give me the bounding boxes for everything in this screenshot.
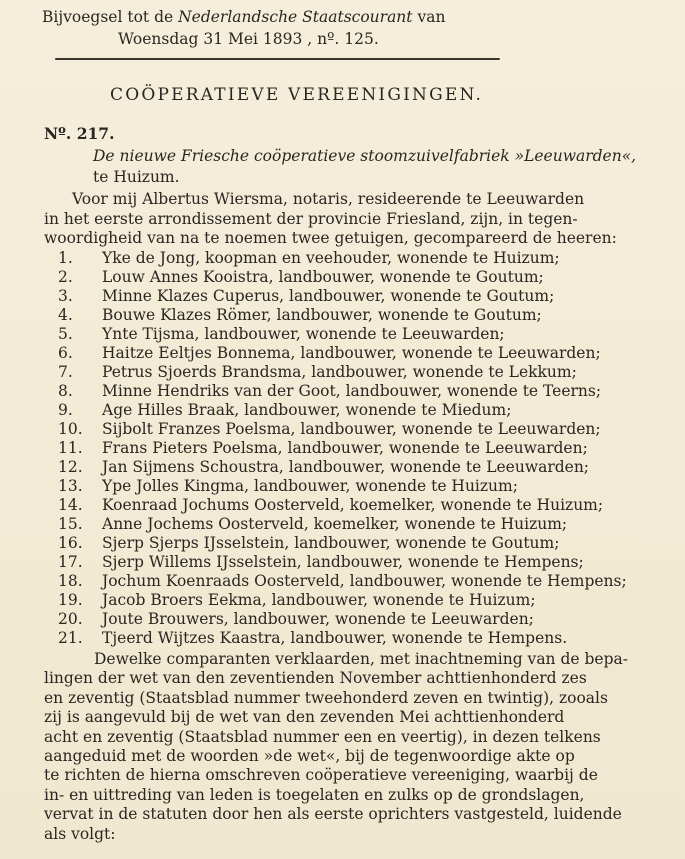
comparant-text: Ype Jolles Kingma, landbouwer, wonende te Huizum; [102, 477, 518, 495]
comparant-text: Age Hilles Braak, landbouwer, wonende te Miedum; [102, 401, 512, 419]
comparant-number: 4. [58, 306, 73, 324]
comparant-number: 16. [58, 534, 83, 552]
comparant-row [58, 401, 511, 420]
closing-line: lingen der wet van den zeventienden November achttienhonderd zes [44, 669, 587, 688]
comparant-row [58, 287, 554, 306]
comparant-number: 20. [58, 610, 83, 628]
comparant-row [58, 610, 534, 629]
comparant-text: Koenraad Jochums Oosterveld, koemelker, wonende te Huizum; [102, 496, 604, 514]
comparant-row [58, 515, 567, 534]
comparant-number: 18. [58, 572, 83, 590]
comparant-text: Minne Klazes Cuperus, landbouwer, wonende te Goutum; [102, 287, 555, 305]
intro-line: in het eerste arrondissement der provincie Friesland, zijn, in tegen- [44, 210, 578, 228]
comparant-number: 6. [58, 344, 73, 362]
comparant-number: 9. [58, 401, 73, 419]
comparant-row [58, 572, 627, 591]
comparant-number: 17. [58, 553, 83, 571]
header-date: Woensdag 31 Mei 1893 , nº. 125. [118, 30, 379, 48]
comparant-row [58, 591, 536, 610]
comparant-text: Jan Sijmens Schoustra, landbouwer, wonende te Leeuwarden; [102, 458, 590, 476]
comparant-row [58, 268, 544, 287]
comparant-number: 15. [58, 515, 83, 533]
closing-line: te richten de hierna omschreven coöperatieve vereeniging, waarbij de [44, 766, 598, 785]
comparant-number: 14. [58, 496, 83, 514]
closing-line: en zeventig (Staatsblad nummer tweehonderd zeven en twintig), zooals [44, 688, 608, 707]
comparant-text: Sijbolt Franzes Poelsma, landbouwer, wonende te Leeuwarden; [102, 420, 601, 438]
comparant-number: 3. [58, 287, 73, 305]
company-name: De nieuwe Friesche coöperatieve stoomzuivelfabriek »Leeuwarden«, [93, 147, 637, 165]
comparant-number: 1. [58, 249, 73, 267]
comparant-text: Bouwe Klazes Römer, landbouwer, wonende te Goutum; [102, 306, 542, 324]
comparant-text: Tjeerd Wijtzes Kaastra, landbouwer, wonende te Hempens. [102, 629, 568, 647]
comparant-text: Haitze Eeltjes Bonnema, landbouwer, wonende te Leeuwarden; [102, 344, 601, 362]
comparant-number: 5. [58, 325, 73, 343]
comparant-text: Sjerp Willems IJsselstein, landbouwer, wonende te Hempens; [102, 553, 584, 571]
comparant-text: Minne Hendriks van der Goot, landbouwer, wonende te Teerns; [102, 382, 602, 400]
comparant-row [58, 420, 601, 439]
closing-line: vervat in de statuten door hen als eerste oprichters vastgesteld, luidende [44, 805, 622, 824]
company-location: te Huizum. [93, 168, 180, 186]
comparant-row [58, 306, 542, 325]
header-line-1 [42, 6, 445, 28]
comparant-row [58, 553, 584, 572]
comparant-text: Anne Jochems Oosterveld, koemelker, wonende te Huizum; [102, 515, 568, 533]
closing-line: zij is aangevuld bij de wet van den zevenden Mei achttienhonderd [44, 708, 565, 727]
comparant-row [58, 458, 589, 477]
closing-line: als volgt: [44, 824, 116, 843]
comparant-text: Frans Pieters Poelsma, landbouwer, wonende te Leeuwarden; [102, 439, 588, 457]
comparant-text: Louw Annes Kooistra, landbouwer, wonende te Goutum; [102, 268, 544, 286]
comparant-row [58, 344, 601, 363]
closing-line: aangeduid met de woorden »de wet«, bij de tegenwoordige akte op [44, 747, 575, 765]
closing-line: acht en zeventig (Staatsblad nummer een en veertig), in dezen telkens [44, 727, 601, 746]
comparant-row [58, 382, 601, 401]
comparant-number: 8. [58, 382, 73, 400]
closing-line: in- en uittreding van leden is toegelaten en zulks op de grondslagen, [44, 785, 585, 804]
header-publication: Nederlandsche Staatscourant [178, 8, 413, 26]
comparant-row [58, 363, 577, 382]
comparant-row [58, 496, 603, 515]
intro-line: Voor mij Albertus Wiersma, notaris, resideerende te Leeuwarden [72, 190, 585, 208]
comparant-number: 21. [58, 629, 83, 647]
comparant-text: Joute Brouwers, landbouwer, wonende te Leeuwarden; [102, 610, 534, 628]
comparant-row [58, 477, 518, 496]
comparant-text: Yke de Jong, koopman en veehouder, wonende te Huizum; [102, 249, 560, 267]
comparant-row [58, 439, 588, 458]
comparant-number: 2. [58, 268, 73, 286]
comparant-number: 7. [58, 363, 73, 381]
header-rule [55, 58, 500, 60]
comparant-row [58, 534, 559, 553]
comparant-text: Jochum Koenraads Oosterveld, landbouwer, wonende te Hempens; [102, 572, 627, 590]
entry-number: Nº. 217. [44, 124, 115, 143]
header-suffix: van [412, 8, 446, 26]
comparant-row [58, 249, 560, 268]
comparant-text: Ynte Tijsma, landbouwer, wonende te Leeuwarden; [102, 325, 505, 343]
comparant-row [58, 325, 505, 344]
comparant-text: Petrus Sjoerds Brandsma, landbouwer, wonende te Lekkum; [102, 363, 577, 381]
company-heading [93, 146, 636, 188]
comparant-text: Sjerp Sjerps IJsselstein, landbouwer, wonende te Goutum; [102, 534, 560, 552]
comparant-text: Jacob Broers Eekma, landbouwer, wonende te Huizum; [102, 591, 536, 609]
comparant-number: 10. [58, 420, 83, 438]
section-title: COÖPERATIEVE VEREENIGINGEN. [110, 85, 484, 105]
comparant-row [58, 629, 567, 648]
comparant-number: 19. [58, 591, 83, 609]
comparant-number: 13. [58, 477, 83, 495]
comparant-number: 11. [58, 439, 83, 457]
intro-line: woordigheid van na te noemen twee getuigen, gecompareerd de heeren: [44, 229, 617, 247]
comparant-number: 12. [58, 458, 83, 476]
closing-line: Dewelke comparanten verklaarden, met inachtneming van de bepa- [94, 650, 628, 668]
header-prefix: Bijvoegsel tot de [42, 8, 179, 26]
